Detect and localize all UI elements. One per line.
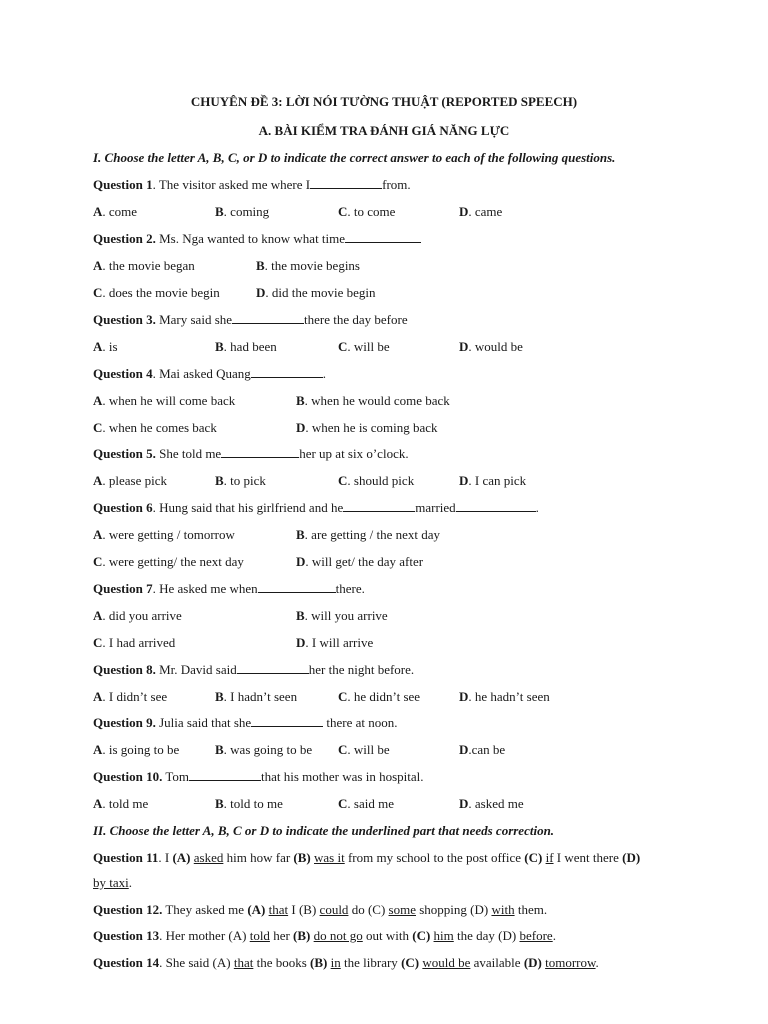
question-10	[93, 769, 424, 785]
section-1-instruction: I. Choose the letter A, B, C, or D to indicate the correct answer to each of the following questions.	[93, 150, 616, 165]
underlined-part-d: before	[519, 928, 553, 943]
question-text: Ms. Nga wanted to know what time	[155, 231, 346, 246]
underlined-part-c: some	[388, 902, 416, 917]
option-b: B. was going to be	[215, 742, 313, 757]
question-label: Question 10.	[93, 769, 163, 784]
answer-blank	[456, 500, 536, 512]
question-text: Mr. David said	[155, 662, 237, 677]
option-d: D. asked me	[459, 796, 524, 811]
underlined-part-a: told	[249, 928, 270, 943]
question-12: Question 12. They asked me (A) that I (B) could do (C) some shopping (D) with them.	[93, 902, 548, 917]
question-6	[93, 500, 539, 516]
answer-blank	[237, 662, 309, 674]
option-a: A. the movie began	[93, 258, 195, 273]
marker-a: (A)	[247, 902, 266, 917]
marker-c: (C)	[412, 928, 431, 943]
option-a: A. when he will come back	[93, 393, 236, 408]
underlined-part-c: him	[433, 928, 454, 943]
underlined-part-a: asked	[193, 850, 224, 865]
option-a: A. is going to be	[93, 742, 180, 757]
answer-blank	[345, 231, 421, 243]
question-label: Question 12.	[93, 902, 163, 917]
option-c: C. does the movie begin	[93, 285, 220, 300]
option-b: B. will you arrive	[296, 608, 388, 623]
underlined-part-c: would be	[422, 955, 471, 970]
question-text: She told me	[155, 446, 222, 461]
marker-d: (D)	[470, 902, 489, 917]
question-label: Question 7	[93, 581, 153, 596]
option-c: C. will be	[338, 339, 390, 354]
option-b: B. coming	[215, 204, 270, 219]
question-label: Question 11	[93, 850, 159, 865]
question-11-continued: by taxi.	[93, 875, 132, 890]
underlined-part-d: by taxi	[93, 875, 129, 890]
underlined-part-d: tomorrow	[545, 955, 596, 970]
option-b: B. I hadn’t seen	[215, 689, 298, 704]
answer-blank	[343, 500, 415, 512]
option-d: D. I can pick	[459, 473, 527, 488]
option-c: C. he didn’t see	[338, 689, 421, 704]
marker-b: (B)	[298, 902, 317, 917]
question-text: . He asked me when	[152, 581, 258, 596]
marker-c: (C)	[401, 955, 420, 970]
question-text: that his mother was in hospital.	[261, 769, 424, 784]
option-b: B. had been	[215, 339, 277, 354]
option-a: A. is	[93, 339, 118, 354]
worksheet-subtitle: A. BÀI KIỂM TRA ĐÁNH GIÁ NĂNG LỰC	[258, 123, 510, 138]
question-8	[93, 662, 414, 678]
underlined-part-c: if	[545, 850, 554, 865]
option-d: D. did the movie begin	[256, 285, 376, 300]
underlined-part-b: do not go	[313, 928, 363, 943]
marker-c: (C)	[524, 850, 543, 865]
question-7	[93, 581, 365, 597]
question-text: there.	[335, 581, 365, 596]
worksheet-title: CHUYÊN ĐỀ 3: LỜI NÓI TƯỜNG THUẬT (REPORTED SPEECH)	[190, 94, 578, 109]
option-d: D. I will arrive	[296, 635, 374, 650]
question-label: Question 3.	[93, 312, 156, 327]
question-label: Question 13	[93, 928, 160, 943]
question-text: . The visitor asked me where I	[152, 177, 311, 192]
question-text: Julia said that she	[155, 715, 252, 730]
underlined-part-b: was it	[314, 850, 345, 865]
marker-d: (D)	[622, 850, 641, 865]
question-text: .	[322, 366, 327, 381]
answer-blank	[221, 446, 299, 458]
question-label: Question 1	[93, 177, 153, 192]
question-label: Question 8.	[93, 662, 156, 677]
question-label: Question 2.	[93, 231, 156, 246]
option-c: C. should pick	[338, 473, 415, 488]
option-b: B. the movie begins	[256, 258, 360, 273]
question-label: Question 5.	[93, 446, 156, 461]
question-text: Mary said she	[155, 312, 233, 327]
question-5	[93, 446, 409, 462]
option-a: A. did you arrive	[93, 608, 182, 623]
question-text: . Mai asked Quang	[152, 366, 251, 381]
question-text: Tom	[162, 769, 190, 784]
option-c: C. will be	[338, 742, 390, 757]
question-text: . Hung said that his girlfriend and he	[152, 500, 344, 515]
option-b: B. to pick	[215, 473, 266, 488]
question-text: from.	[382, 177, 411, 192]
option-c: C. when he comes back	[93, 420, 217, 435]
option-d: D. would be	[459, 339, 523, 354]
underlined-part-a: that	[268, 902, 289, 917]
option-b: B. when he would come back	[296, 393, 450, 408]
question-13: Question 13. Her mother (A) told her (B) do not go out with (C) him the day (D) before.	[93, 928, 556, 943]
option-c: C. I had arrived	[93, 635, 176, 650]
answer-blank	[189, 769, 261, 781]
question-4	[93, 366, 326, 382]
answer-blank	[310, 177, 382, 189]
marker-b: (B)	[293, 850, 311, 865]
option-c: C. were getting/ the next day	[93, 554, 244, 569]
option-b: B. told to me	[215, 796, 283, 811]
question-text: her the night before.	[308, 662, 415, 677]
marker-c: (C)	[367, 902, 386, 917]
question-text: .	[535, 500, 539, 515]
answer-blank	[258, 581, 336, 593]
question-11: Question 11. I (A) asked him how far (B) was it from my school to the post office (C) if I went there (D)	[93, 850, 641, 865]
answer-blank	[251, 366, 323, 378]
question-label: Question 6	[93, 500, 153, 515]
option-a: A. please pick	[93, 473, 168, 488]
question-label: Question 14	[93, 955, 160, 970]
question-9	[93, 715, 398, 731]
question-label: Question 9.	[93, 715, 156, 730]
answer-blank	[232, 312, 304, 324]
option-a: A. told me	[93, 796, 149, 811]
option-a: A. were getting / tomorrow	[93, 527, 235, 542]
question-text: there at noon.	[323, 715, 398, 730]
option-c: C. to come	[338, 204, 396, 219]
underlined-part-a: that	[233, 955, 254, 970]
question-14: Question 14. She said (A) that the books (B) in the library (C) would be available (D) tomorrow.	[93, 955, 599, 970]
option-d: D. he hadn’t seen	[459, 689, 550, 704]
question-3	[93, 312, 408, 328]
underlined-part-d: with	[491, 902, 515, 917]
question-label: Question 4	[93, 366, 153, 381]
question-text: there the day before	[304, 312, 408, 327]
marker-b: (B)	[293, 928, 311, 943]
question-text: her up at six o’clock.	[299, 446, 409, 461]
answer-blank	[251, 715, 323, 727]
option-a: A. I didn’t see	[93, 689, 168, 704]
option-a: A. come	[93, 204, 138, 219]
underlined-part-b: in	[330, 955, 341, 970]
option-d: D. came	[459, 204, 503, 219]
underlined-part-b: could	[319, 902, 349, 917]
option-d: D.can be	[459, 742, 506, 757]
marker-b: (B)	[310, 955, 328, 970]
question-text: married	[415, 500, 456, 515]
marker-d: (D)	[523, 955, 542, 970]
question-2	[93, 231, 421, 247]
marker-a: (A)	[172, 850, 191, 865]
option-c: C. said me	[338, 796, 394, 811]
option-d: D. will get/ the day after	[296, 554, 424, 569]
question-1	[93, 177, 411, 193]
section-2-instruction: II. Choose the letter A, B, C or D to indicate the underlined part that needs correction.	[93, 823, 555, 838]
option-b: B. are getting / the next day	[296, 527, 441, 542]
option-d: D. when he is coming back	[296, 420, 438, 435]
